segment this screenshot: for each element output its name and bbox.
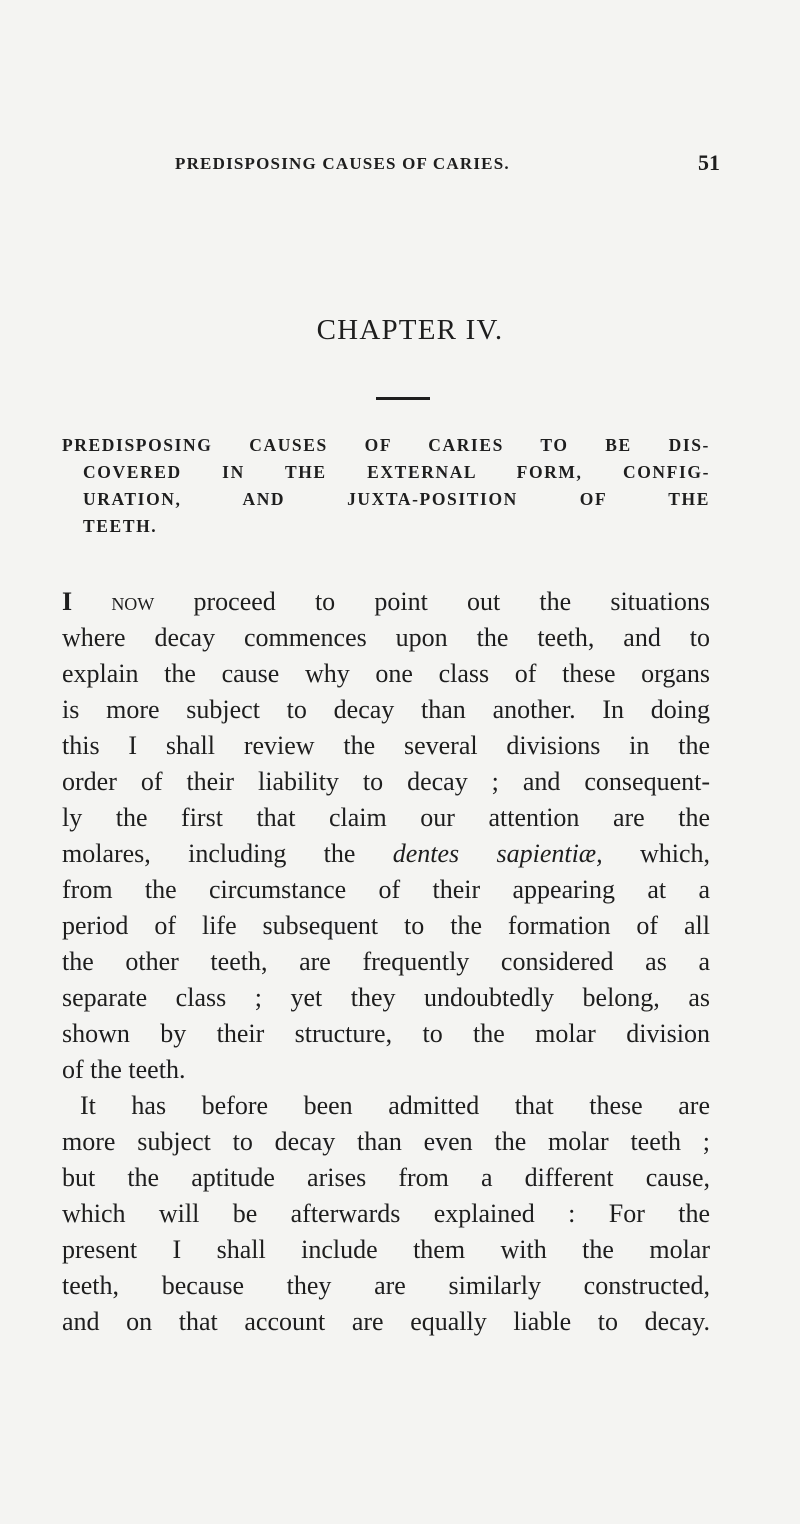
subtitle-line: COVERED IN THE EXTERNAL FORM, CONFIG- bbox=[83, 462, 710, 482]
text-line: but the aptitude arises from a different cause, bbox=[62, 1163, 710, 1192]
text-line: It has before been admitted that these are bbox=[80, 1091, 710, 1120]
paragraph-1 bbox=[62, 584, 710, 1088]
page-number: 51 bbox=[698, 150, 720, 175]
text-line: and on that account are equally liable to decay. bbox=[62, 1307, 710, 1336]
text-line: from the circumstance of their appearing at a bbox=[62, 875, 710, 904]
text-line: separate class ; yet they undoubtedly belong, as bbox=[62, 983, 710, 1012]
text-line bbox=[62, 836, 710, 872]
subtitle-line: TEETH. bbox=[83, 516, 158, 536]
drop-initial: I bbox=[62, 587, 73, 616]
text-line: order of their liability to decay ; and consequent- bbox=[62, 767, 710, 796]
text-line: teeth, because they are similarly constructed, bbox=[62, 1271, 710, 1300]
text-line: of the teeth. bbox=[62, 1055, 186, 1084]
line-text: which, bbox=[602, 839, 711, 868]
text-line: shown by their structure, to the molar division bbox=[62, 1019, 710, 1048]
text-line: period of life subsequent to the formation of all bbox=[62, 911, 710, 940]
chapter-divider bbox=[376, 397, 430, 400]
running-title: PREDISPOSING CAUSES OF CARIES. bbox=[175, 154, 510, 173]
line-text: proceed to point out the situations bbox=[154, 587, 711, 616]
text-line: explain the cause why one class of these organs bbox=[62, 659, 710, 688]
text-line: this I shall review the several divisions in the bbox=[62, 731, 710, 760]
line-text: molares, including the bbox=[62, 839, 393, 868]
paragraph-2 bbox=[62, 1088, 710, 1340]
text-line: present I shall include them with the molar bbox=[62, 1235, 710, 1264]
smallcaps-word: now bbox=[111, 587, 155, 616]
body-text bbox=[62, 584, 710, 1340]
subtitle-line: PREDISPOSING CAUSES OF CARIES TO BE DIS- bbox=[62, 435, 710, 455]
text-line: ly the first that claim our attention are the bbox=[62, 803, 710, 832]
chapter-subtitle bbox=[62, 432, 710, 540]
chapter-title: CHAPTER IV. bbox=[316, 314, 504, 346]
text-line bbox=[62, 584, 710, 620]
text-line: where decay commences upon the teeth, and to bbox=[62, 623, 710, 652]
latin-term: dentes sapientiæ, bbox=[392, 839, 603, 868]
subtitle-line: URATION, AND JUXTA-POSITION OF THE bbox=[83, 489, 710, 509]
text-line: which will be afterwards explained : For the bbox=[62, 1199, 710, 1228]
text-line: is more subject to decay than another. In doing bbox=[62, 695, 710, 724]
running-head bbox=[175, 150, 720, 180]
text-line: more subject to decay than even the molar teeth ; bbox=[62, 1127, 710, 1156]
text-line: the other teeth, are frequently considered as a bbox=[62, 947, 710, 976]
